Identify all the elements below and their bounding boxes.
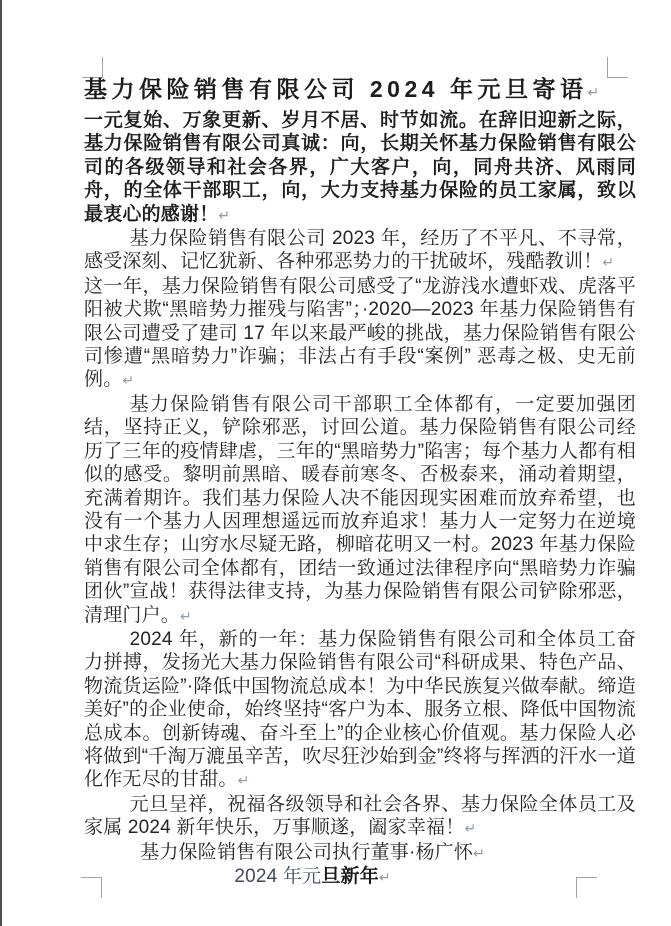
paragraph-2023-review-part1 — [84, 227, 636, 275]
date-line — [84, 865, 541, 889]
paragraph-mark-icon: ↵ — [218, 206, 231, 223]
document-text-area[interactable] — [84, 74, 636, 889]
signature-text: 基力保险销售有限公司执行董事·杨广怀 — [140, 841, 474, 863]
date-line-suffix: 旦新年 — [321, 866, 379, 887]
document-title — [84, 74, 636, 107]
paragraph-mark-icon: ↵ — [180, 607, 192, 624]
paragraph-unity-text: 基力保险销售有限公司干部职工全体都有，一定要加强团结，坚持正义，铲除邪恶，讨回公道。基力保险销售有限公司经历了三年的疫情肆虐，三年的“黑暗势力”陷害；每个基力人都有相似的感受。黎明前黑暗、暖春前寒冬、否极泰来，涌动着期望，充满着期许。我们基力保险人决不能因现实困难而放弃希望，也没有一个基力人因理想遥远而放弃追求！基力人一定努力在逆境中求生存；山穷水尽疑无路，柳暗花明又一村。2023 年基力保险销售有限公司全体都有，团结一致通过法律程序向“黑暗势力诈骗团伙”宣战！获得法律支持，为基力保险销售有限公司铲除邪恶，清理门户。 — [84, 393, 636, 626]
paragraph-mark-icon: ↵ — [464, 820, 477, 837]
paragraph-mark-icon: ↵ — [587, 84, 600, 100]
paragraph-blessing-text: 元旦呈祥，祝福各级领导和社会各界、基力保险全体员工及家属 2024 新年快乐，万事顺遂，阖家幸福！ — [84, 793, 636, 839]
page-edge-line — [0, 0, 2, 926]
paragraph-mark-icon: ↵ — [237, 772, 250, 789]
signature-block — [84, 841, 636, 890]
document-title-text: 基力保险销售有限公司 2024 年元旦寄语 — [84, 76, 588, 102]
paragraph-blessing — [84, 793, 636, 841]
paragraph-intro-text: 一元复始、万象更新、岁月不居、时节如流。在辞旧迎新之际，基力保险销售有限公司真诚：向，长期关怀基力保险销售有限公司的各级领导和社会各界，广大客户，向，同舟共济、风雨同舟，的全体干部职工，向，大力支持基力保险的员工家属，致以最衷心的感谢！ — [84, 110, 636, 225]
paragraph-2023-review-part2-text: 这一年，基力保险销售有限公司感受了“龙游浅水遭虾戏、虎落平阳被犬欺“黑暗势力摧残与陷害”；·2020—2023 年基力保险销售有限公司遭受了建司 17 年以来最严峻的挑战，基力保险销售有限公司惨遭“黑暗势力”诈骗；非法占有手段“案例” 恶毒之极、史无前例。 — [84, 275, 636, 391]
signature-line — [84, 841, 541, 865]
paragraph-intro — [84, 109, 636, 227]
paragraph-unity — [84, 393, 636, 628]
paragraph-2023-review-part1-text: 基力保险销售有限公司 2023 年，经历了不平凡、不寻常，感受深刻、记忆犹新、各种邪恶势力的干扰破坏，残酷教训！ — [84, 228, 636, 273]
paragraph-mark-icon: ↵ — [378, 869, 391, 885]
paragraph-mark-icon: ↵ — [602, 254, 615, 271]
paragraph-2024-outlook — [84, 628, 636, 793]
paragraph-mark-icon: ↵ — [122, 372, 135, 389]
paragraph-mark-icon: ↵ — [473, 844, 485, 861]
paragraph-2023-review-part2 — [84, 275, 636, 393]
paragraph-2024-outlook-text: 2024 年，新的一年：基力保险销售有限公司和全体员工奋力拼搏，发扬光大基力保险销售有限公司“科研成果、特色产品、物流货运险”·降低中国物流总成本！为中华民族复兴做奉献。缔造美好”的企业使命，始终坚持“客户为本、服务立根、降低中国物流总成本。创新铸魂、奋斗至上”的企业核心价值观。基力保险人必将做到“千淘万漉虽辛苦，吹尽狂沙始到金”终将与挥洒的汗水一道化作无尽的甘甜。 — [84, 628, 636, 791]
date-line-prefix: 2024 年元 — [234, 866, 322, 887]
